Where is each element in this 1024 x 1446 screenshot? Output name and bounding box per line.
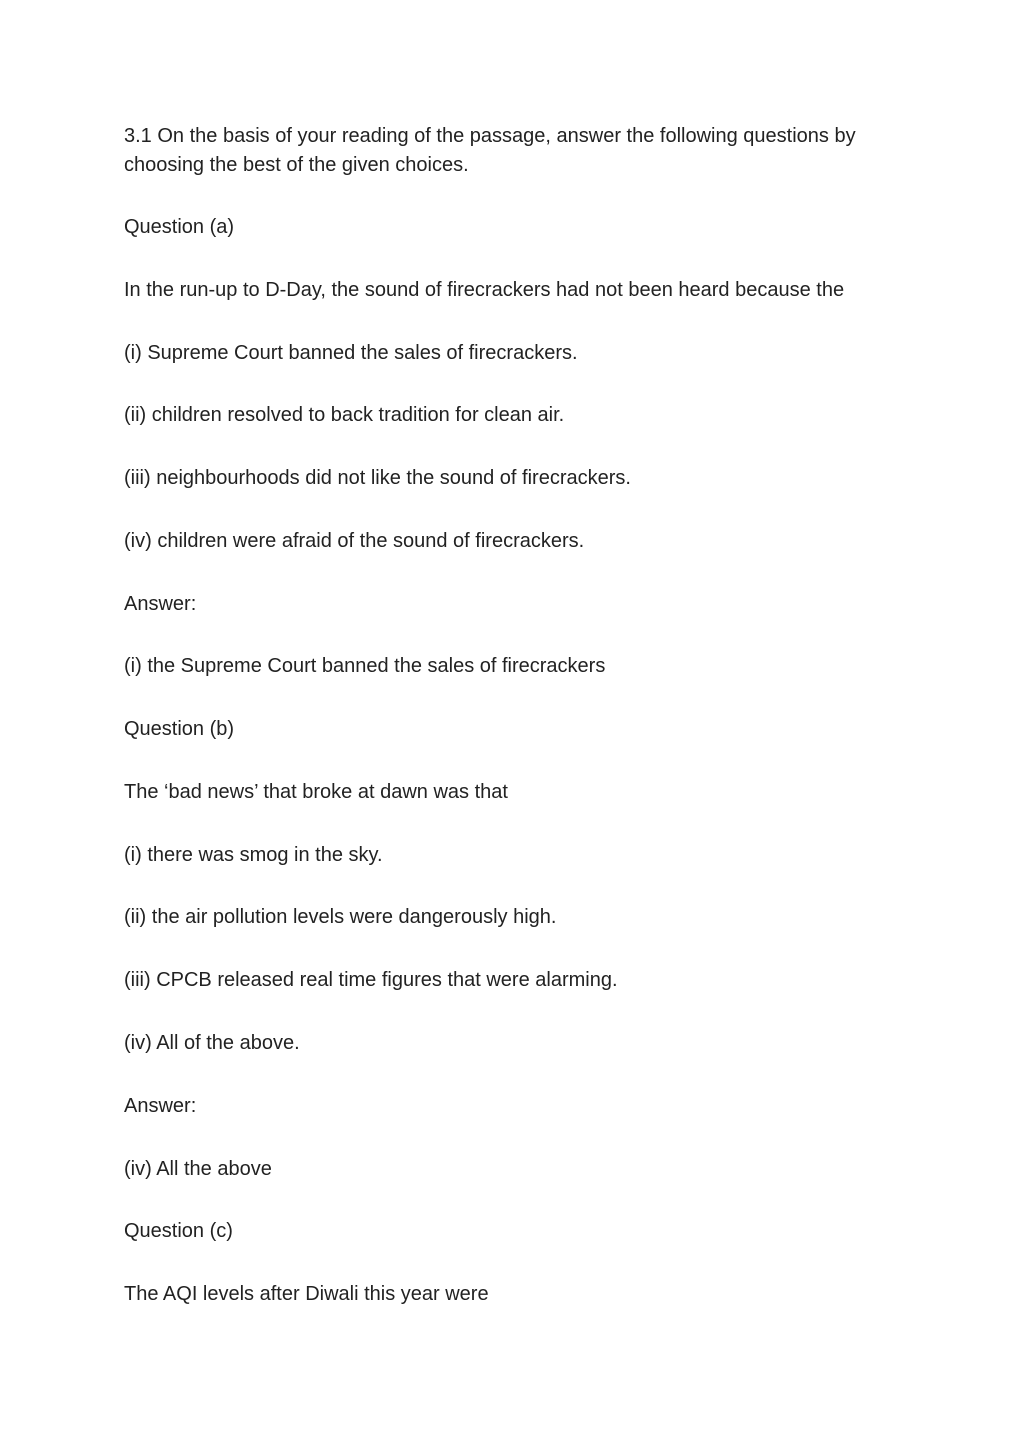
question-b-answer-label: Answer: (124, 1095, 197, 1117)
question-c-stem: The AQI levels after Diwali this year were (124, 1283, 489, 1305)
question-b-option-3: (iii) CPCB released real time figures that were alarming. (124, 969, 618, 991)
question-b-option-1: (i) there was smog in the sky. (124, 844, 383, 866)
question-b-heading: Question (b) (124, 718, 235, 740)
question-a-answer-label: Answer: (124, 593, 197, 615)
question-c-heading: Question (c) (124, 1220, 233, 1242)
question-a-option-3: (iii) neighbourhoods did not like the sound of firecrackers. (124, 467, 631, 489)
question-a-option-1: (i) Supreme Court banned the sales of firecrackers. (124, 342, 578, 364)
intro-paragraph: 3.1 On the basis of your reading of the passage, answer the following questions by choosing the best of the given choices. (124, 125, 856, 176)
question-b-answer: (iv) All the above (124, 1158, 272, 1180)
question-a-option-2: (ii) children resolved to back tradition for clean air. (124, 404, 565, 426)
question-a-heading: Question (a) (124, 216, 235, 238)
question-b-stem: The ‘bad news’ that broke at dawn was that (124, 781, 508, 803)
question-a-answer: (i) the Supreme Court banned the sales of firecrackers (124, 655, 606, 677)
question-a-stem: In the run-up to D-Day, the sound of firecrackers had not been heard because the (124, 279, 845, 301)
question-a-option-4: (iv) children were afraid of the sound of firecrackers. (124, 530, 585, 552)
question-b-option-4: (iv) All of the above. (124, 1032, 300, 1054)
question-b-option-2: (ii) the air pollution levels were dangerously high. (124, 906, 557, 928)
